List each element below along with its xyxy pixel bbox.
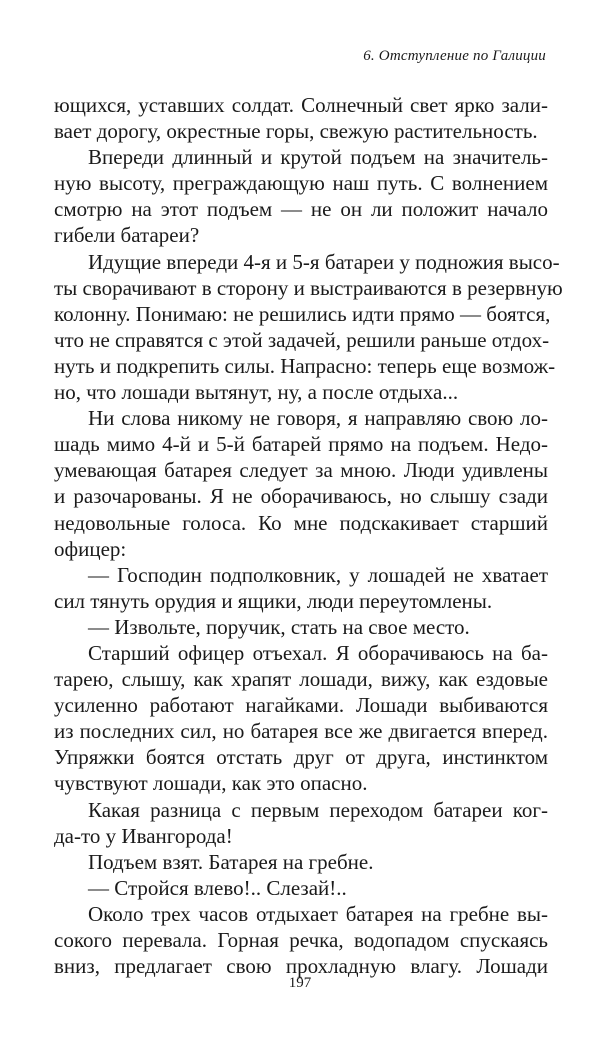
text-line: умевающая батарея следует за мною. Люди удивлены bbox=[54, 458, 548, 483]
text-line: недовольные голоса. Ко мне подскакивает старший bbox=[54, 510, 548, 535]
text-line: смотрю на этот подъем — не он ли положит начало bbox=[54, 197, 548, 222]
text-line: чувствуют лошади, как это опасно. bbox=[54, 771, 368, 796]
running-header: 6. Отступление по Галиции bbox=[363, 48, 546, 64]
text-line: тарею, слышу, как храпят лошади, вижу, как ездовые bbox=[54, 667, 548, 692]
text-line: Упряжки боятся отстать друг от друга, инстинктом bbox=[54, 745, 548, 770]
text-line: офицер: bbox=[54, 536, 127, 561]
text-line: Старший офицер отъехал. Я оборачиваюсь на ба- bbox=[88, 640, 548, 665]
text-line: ную высоту, преграждающую наш путь. С волнением bbox=[54, 171, 548, 196]
text-line: ты сворачивают в сторону и выстраиваются в резервную bbox=[54, 275, 563, 300]
text-line: Идущие впереди 4-я и 5-я батареи у подножия высо- bbox=[88, 249, 560, 274]
text-line: нуть и подкрепить силы. Напрасно: теперь еще возмож- bbox=[54, 353, 556, 378]
text-line: Впереди длинный и крутой подъем на значитель- bbox=[88, 145, 548, 170]
text-line: Ни слова никому не говоря, я направляю свою ло- bbox=[88, 406, 548, 431]
text-line: из последних сил, но батарея все же двигается вперед. bbox=[54, 719, 548, 744]
text-line: Какая разница с первым переходом батареи ког- bbox=[88, 797, 548, 822]
text-line: колонну. Понимаю: не решились идти прямо — боятся, bbox=[54, 301, 551, 326]
text-line: и разочарованы. Я не оборачиваюсь, но слышу сзади bbox=[54, 484, 548, 509]
text-line: но, что лошади вытянут, ну, а после отдыха... bbox=[54, 380, 459, 405]
text-line: Подъем взят. Батарея на гребне. bbox=[88, 849, 374, 874]
text-line: — Извольте, поручик, стать на свое место. bbox=[88, 614, 470, 639]
text-line: что не справятся с этой задачей, решили раньше отдох- bbox=[54, 327, 550, 352]
text-line: гибели батареи? bbox=[54, 223, 200, 248]
body-text bbox=[54, 92, 563, 979]
text-line: сил тянуть орудия и ящики, люди переутомлены. bbox=[54, 588, 493, 613]
text-line: усиленно работают нагайками. Лошади выбиваются bbox=[54, 693, 548, 718]
text-line: ющихся, уставших солдат. Солнечный свет ярко зали- bbox=[54, 93, 548, 117]
text-line: шадь мимо 4-й и 5-й батарей прямо на подъем. Недо- bbox=[54, 432, 548, 457]
page-number: 197 bbox=[288, 975, 312, 991]
text-line: — Стройся влево!.. Слезай!.. bbox=[88, 875, 347, 900]
text-line: вниз, предлагает свою прохладную влагу. Лошади bbox=[54, 954, 548, 979]
text-line: Около трех часов отдыхает батарея на гребне вы- bbox=[88, 901, 548, 926]
text-line: сокого перевала. Горная речка, водопадом спускаясь bbox=[54, 928, 548, 952]
text-line: вает дорогу, окрестные горы, свежую растительность. bbox=[54, 119, 538, 144]
text-line: — Господин подполковник, у лошадей не хватает bbox=[88, 562, 548, 587]
text-line: да-то у Ивангорода! bbox=[54, 823, 233, 848]
